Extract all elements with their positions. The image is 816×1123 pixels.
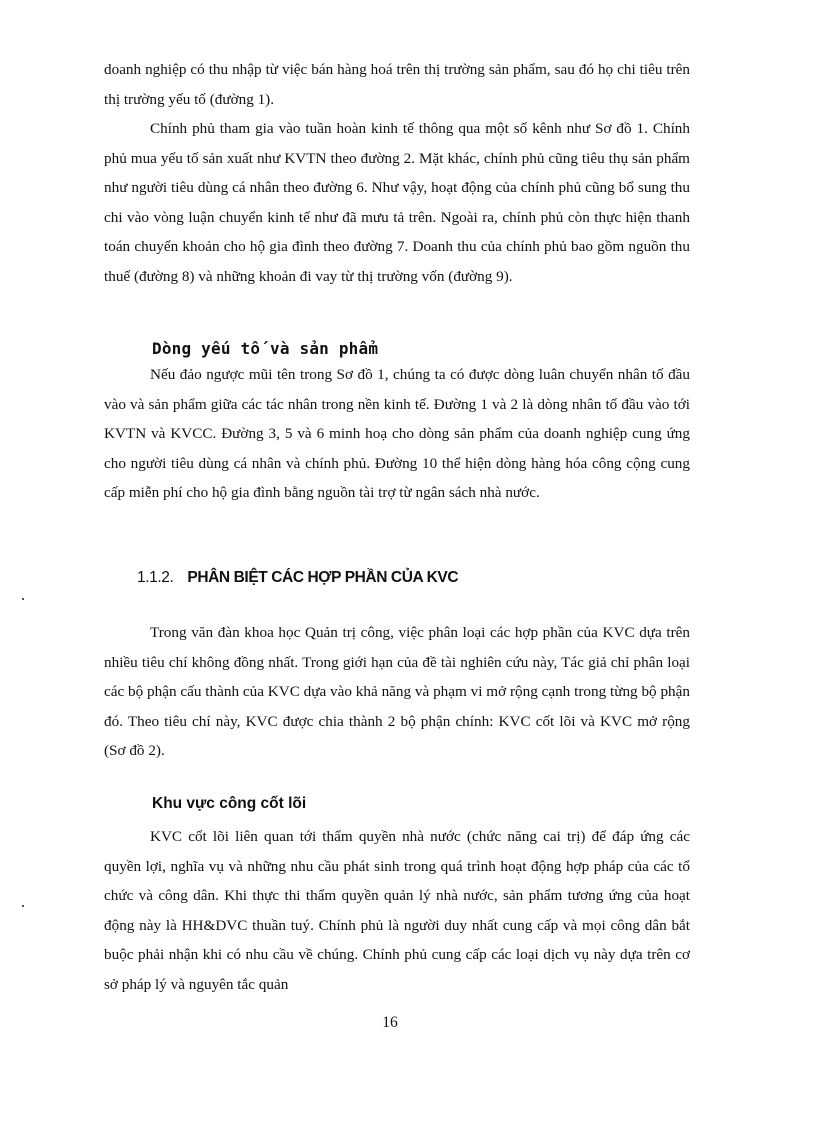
section-title: PHÂN BIỆT CÁC HỢP PHẦN CỦA KVC — [187, 569, 459, 586]
paragraph-flow-reversal: Nếu đảo ngược mũi tên trong Sơ đồ 1, chúng ta có được dòng luân chuyển nhân tố đầu vào và sản phẩm giữa các tác nhân trong nền kinh tế. Đường 1 và 2 là dòng nhân tố đầu vào tới KVTN và KVCC. Đường 3, 5 và 6 minh hoạ cho dòng sản phẩm của doanh nghiệp cung ứng cho người tiêu dùng cá nhân và chính phủ. Đường 10 thể hiện dòng hàng hóa công cộng cung cấp miễn phí cho hộ gia đình bằng nguồn tài trợ từ ngân sách nhà nước. — [104, 366, 690, 502]
page-number: 16 — [382, 1014, 398, 1031]
paragraph-government-circulation: Chính phủ tham gia vào tuần hoàn kinh tế thông qua một số kênh như Sơ đồ 1. Chính phủ mua yếu tố sản xuất như KVTN theo đường 2. Mặt khác, chính phủ cũng tiêu thụ sản phẩm như người tiêu dùng cá nhân theo đường 6. Như vậy, hoạt động của chính phủ cũng bổ sung thu chi vào vòng luận chuyển kinh tế như đã mưu tả trên. Ngoài ra, chính phủ còn thực hiện thanh toán chuyển khoản cho hộ gia đình theo đường 7. Doanh thu của chính phủ bao gồm nguồn thu thuế (đường 8) và những khoản đi vay từ thị trường vốn (đường 9). — [104, 120, 690, 285]
scan-speck — [22, 905, 24, 907]
scan-speck — [22, 598, 24, 600]
paragraph-core-public-sector: KVC cốt lõi liên quan tới thẩm quyền nhà nước (chức năng cai trị) để đáp ứng các quyền lợi, nghĩa vụ và những nhu cầu phát sinh trong quá trình hoạt động hợp pháp của các tổ chức và công dân. Khi thực thi thẩm quyền quản lý nhà nước, sản phẩm tương ứng của hoạt động này là HH&DVC thuần tuý. Chính phủ là người duy nhất cung cấp và mọi công dân bắt buộc phải nhận khi có nhu cầu về chúng. Chính phủ cung cấp các loại dịch vụ này dựa trên cơ sở pháp lý và nguyên tắc quản — [104, 828, 690, 993]
heading-core-public-sector: Khu vực công cốt lõi — [152, 795, 307, 812]
paragraph-intro-continuation: doanh nghiệp có thu nhập từ việc bán hàng hoá trên thị trường sản phẩm, sau đó họ chi tiêu trên thị trường yếu tố (đường 1). — [104, 61, 690, 108]
section-heading — [137, 569, 458, 587]
heading-factor-product-flow: Dòng yếu tố và sản phẩm — [152, 339, 379, 358]
section-number: 1.1.2. — [137, 569, 174, 586]
paragraph-classification: Trong văn đàn khoa học Quản trị công, việc phân loại các hợp phần của KVC dựa trên nhiều tiêu chí không đồng nhất. Trong giới hạn của đề tài nghiên cứu này, Tác giả chỉ phân loại các bộ phận cấu thành của KVC dựa vào khả năng và phạm vi mở rộng cạnh trong từng bộ phận đó. Theo tiêu chí này, KVC được chia thành 2 bộ phận chính: KVC cốt lõi và KVC mở rộng (Sơ đồ 2). — [104, 624, 690, 760]
